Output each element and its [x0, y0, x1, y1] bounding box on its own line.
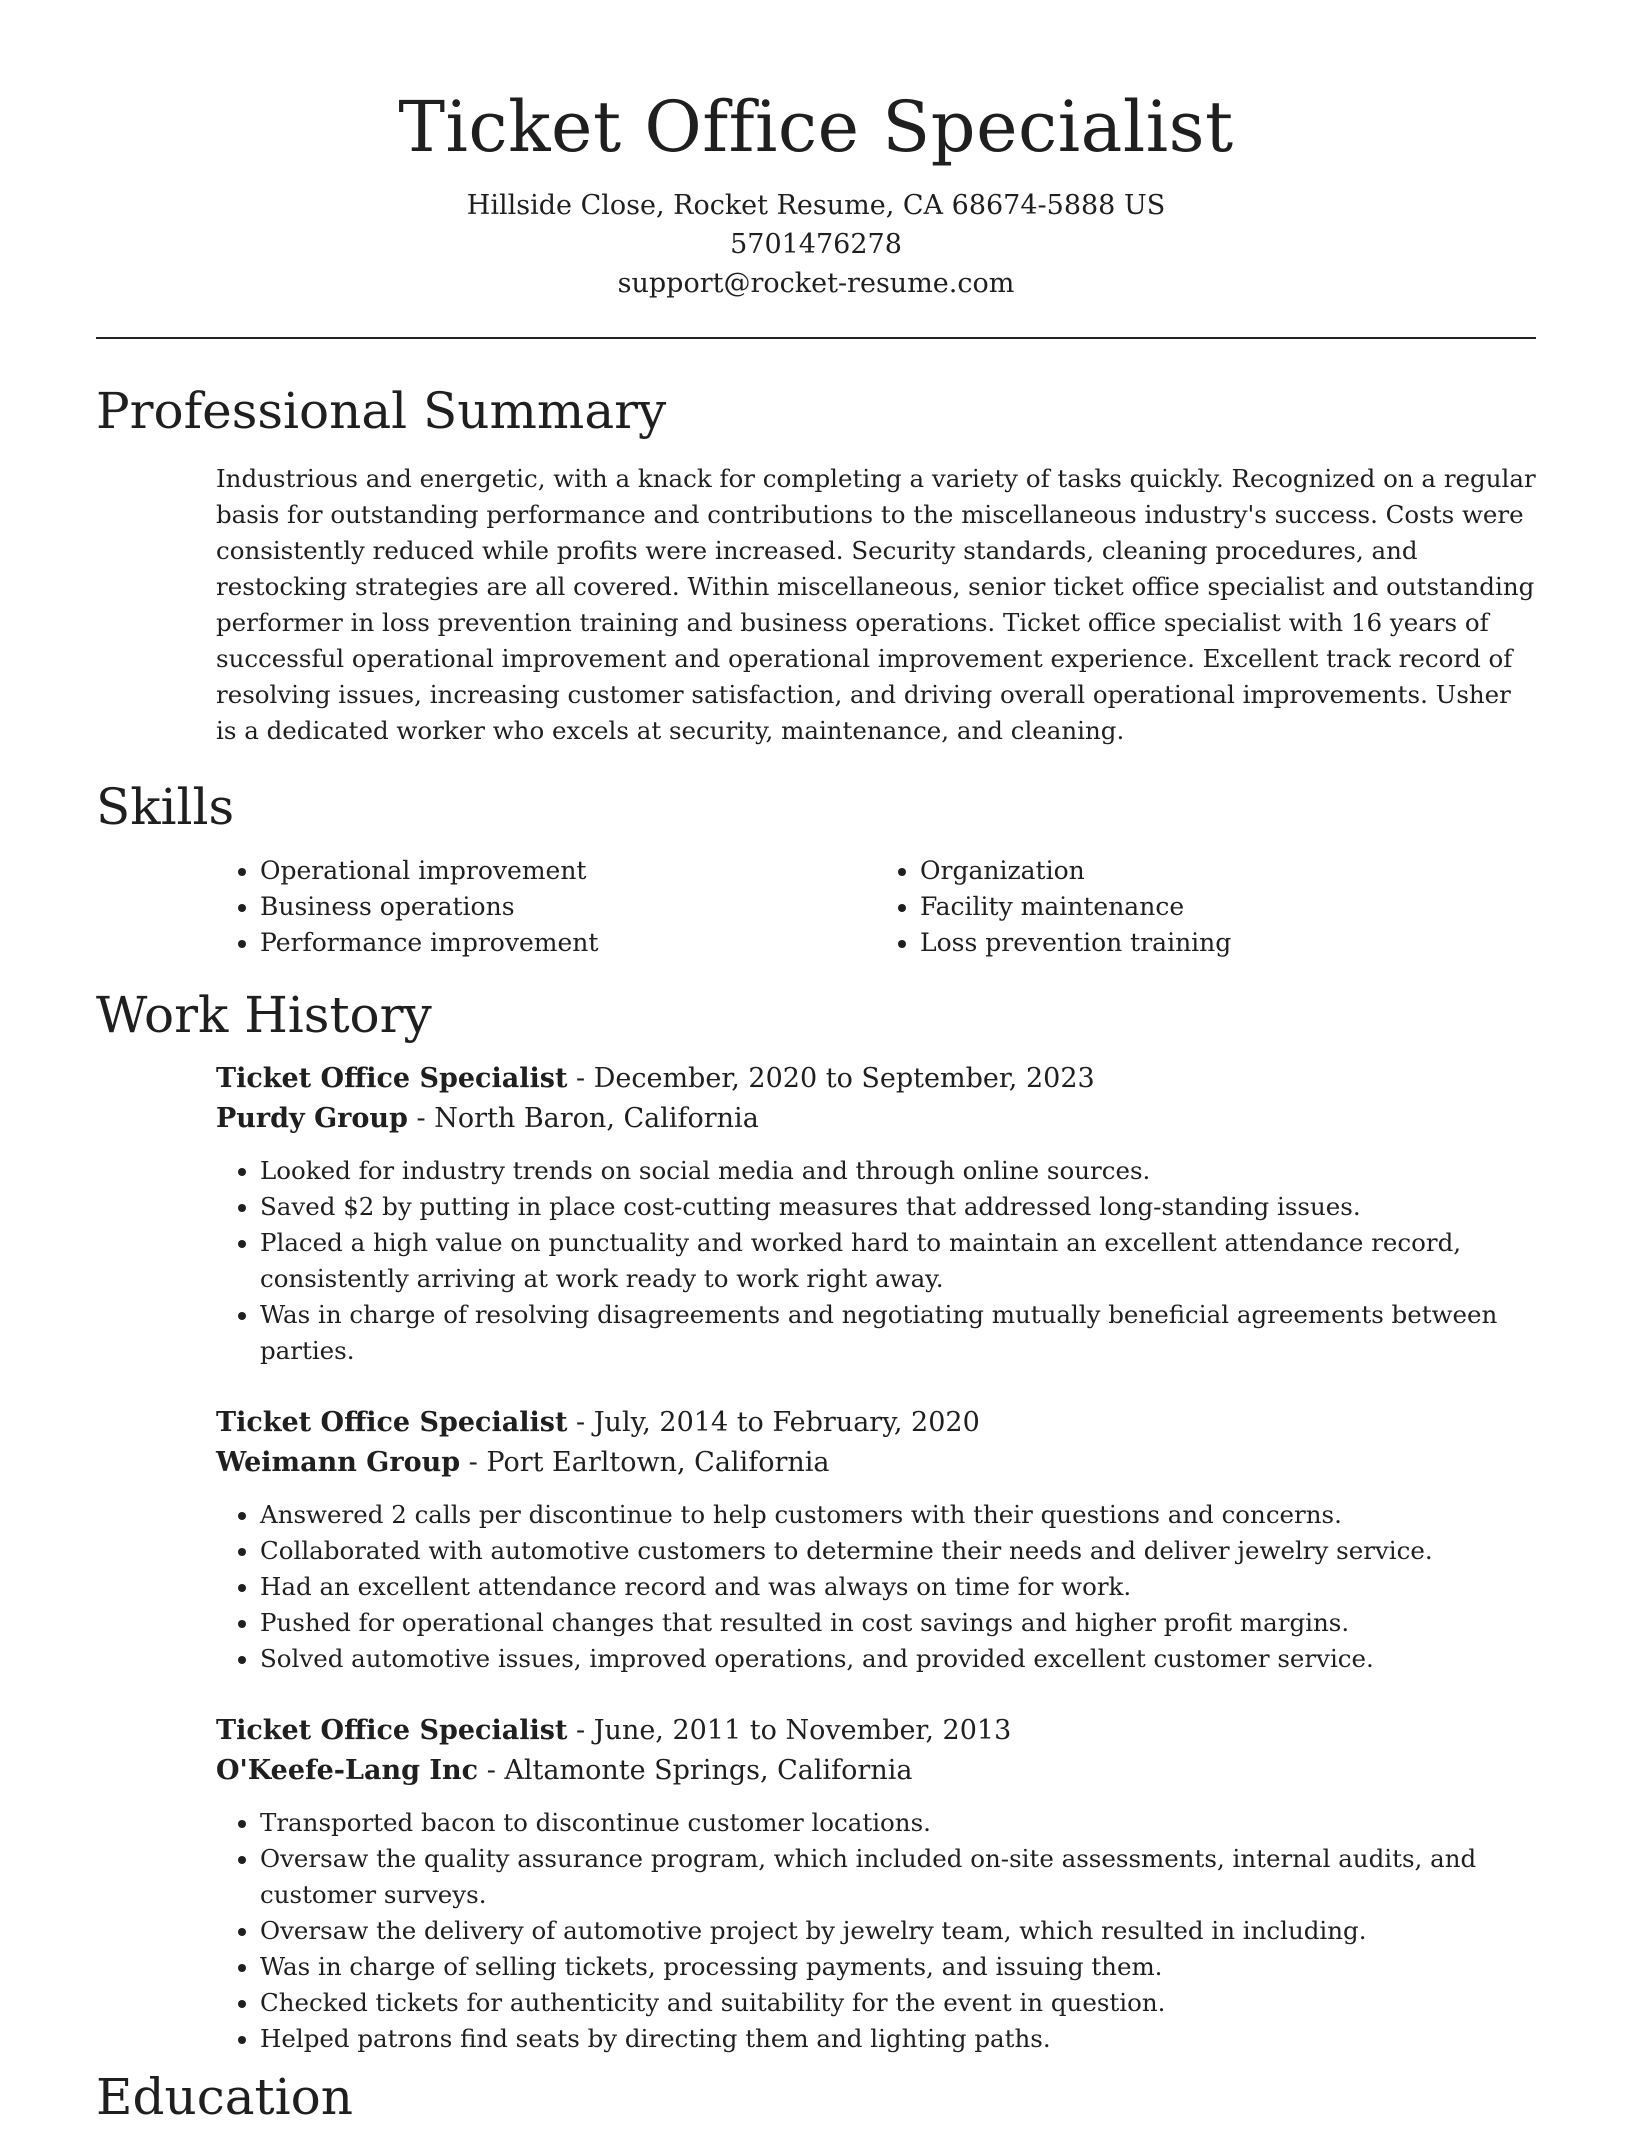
job-title: Ticket Office Specialist [216, 1715, 568, 1746]
job-dates: - July, 2014 to February, 2020 [567, 1407, 980, 1438]
job-bullet: • Answered 2 calls per discontinue to help customers with their questions and concerns. [260, 1497, 1536, 1533]
skill-item: • Organization [920, 853, 1536, 889]
job-bullets [216, 1805, 1536, 2057]
job-bullet: • Solved automotive issues, improved operations, and provided excellent customer service. [260, 1641, 1536, 1677]
job-company-line [216, 1443, 1536, 1483]
job-company: Weimann Group [216, 1447, 461, 1478]
job-title-line [216, 1059, 1536, 1099]
job-bullet: • Helped patrons find seats by directing them and lighting paths. [260, 2021, 1536, 2057]
job-location: - Port Earltown, California [460, 1447, 830, 1478]
job-bullet: • Collaborated with automotive customers to determine their needs and deliver jewelry service. [260, 1533, 1536, 1569]
job-dates: - June, 2011 to November, 2013 [567, 1715, 1012, 1746]
job-location: - North Baron, California [407, 1103, 759, 1134]
contact-block [96, 186, 1536, 303]
skills-column-left [216, 853, 876, 961]
job-entry [216, 1403, 1536, 1677]
job-bullet: • Transported bacon to discontinue customer locations. [260, 1805, 1536, 1841]
job-dates: - December, 2020 to September, 2023 [567, 1063, 1095, 1094]
summary-heading: Professional Summary [96, 382, 667, 440]
job-title-line [216, 1711, 1536, 1751]
job-bullet: • Had an excellent attendance record and was always on time for work. [260, 1569, 1536, 1605]
resume-page [96, 0, 1536, 2129]
education-heading: Education [96, 2068, 353, 2126]
job-company: Purdy Group [216, 1103, 408, 1134]
skill-item: • Operational improvement [260, 853, 876, 889]
contact-phone: 5701476278 [730, 229, 902, 260]
job-bullet: • Oversaw the quality assurance program, which included on-site assessments, internal audits, and customer surveys. [260, 1841, 1536, 1913]
job-entry [216, 1059, 1536, 1369]
contact-email: support@rocket-resume.com [617, 268, 1015, 299]
skills-list [216, 853, 1536, 961]
job-bullet: • Looked for industry trends on social media and through online sources. [260, 1153, 1536, 1189]
job-bullet: • Saved $2 by putting in place cost-cutting measures that addressed long-standing issues. [260, 1189, 1536, 1225]
job-bullets [216, 1497, 1536, 1677]
job-location: - Altamonte Springs, California [478, 1755, 913, 1786]
job-title: Ticket Office Specialist [216, 1063, 568, 1094]
skills-heading: Skills [96, 778, 235, 836]
job-company-line [216, 1751, 1536, 1791]
contact-address: Hillside Close, Rocket Resume, CA 68674-5888 US [466, 190, 1166, 221]
skill-item: • Business operations [260, 889, 876, 925]
resume-header [96, 0, 1536, 303]
job-company: O'Keefe-Lang Inc [216, 1755, 479, 1786]
skill-item: • Loss prevention training [920, 925, 1536, 961]
job-bullets [216, 1153, 1536, 1369]
job-bullet: • Oversaw the delivery of automotive project by jewelry team, which resulted in including. [260, 1913, 1536, 1949]
job-bullet: • Checked tickets for authenticity and suitability for the event in question. [260, 1985, 1536, 2021]
job-bullet: • Was in charge of resolving disagreements and negotiating mutually beneficial agreements between parties. [260, 1297, 1536, 1369]
work-history-heading: Work History [96, 986, 432, 1044]
candidate-name: Ticket Office Specialist [398, 86, 1234, 168]
header-divider [96, 337, 1536, 339]
job-bullet: • Placed a high value on punctuality and worked hard to maintain an excellent attendance record, consistently arriving at work ready to work right away. [260, 1225, 1536, 1297]
skill-item: • Performance improvement [260, 925, 876, 961]
job-bullet: • Was in charge of selling tickets, processing payments, and issuing them. [260, 1949, 1536, 1985]
skills-column-right [876, 853, 1536, 961]
job-company-line [216, 1099, 1536, 1139]
job-entry [216, 1711, 1536, 2057]
summary-text: Industrious and energetic, with a knack for completing a variety of tasks quickly. Recognized on a regular basis for outstanding performance and contributions to the miscellaneous industry's success. Costs were consistently reduced while profits were increased. Security standards, cleaning procedures, and restocking strategies are all covered. Within miscellaneous, senior ticket office specialist and outstanding performer in loss prevention training and business operations. Ticket office specialist with 16 years of successful operational improvement and operational improvement experience. Excellent track record of resolving issues, increasing customer satisfaction, and driving overall operational improvements. Usher is a dedicated worker who excels at security, maintenance, and cleaning. [216, 464, 1536, 745]
job-title-line [216, 1403, 1536, 1443]
skill-item: • Facility maintenance [920, 889, 1536, 925]
job-bullet: • Pushed for operational changes that resulted in cost savings and higher profit margins. [260, 1605, 1536, 1641]
job-title: Ticket Office Specialist [216, 1407, 568, 1438]
